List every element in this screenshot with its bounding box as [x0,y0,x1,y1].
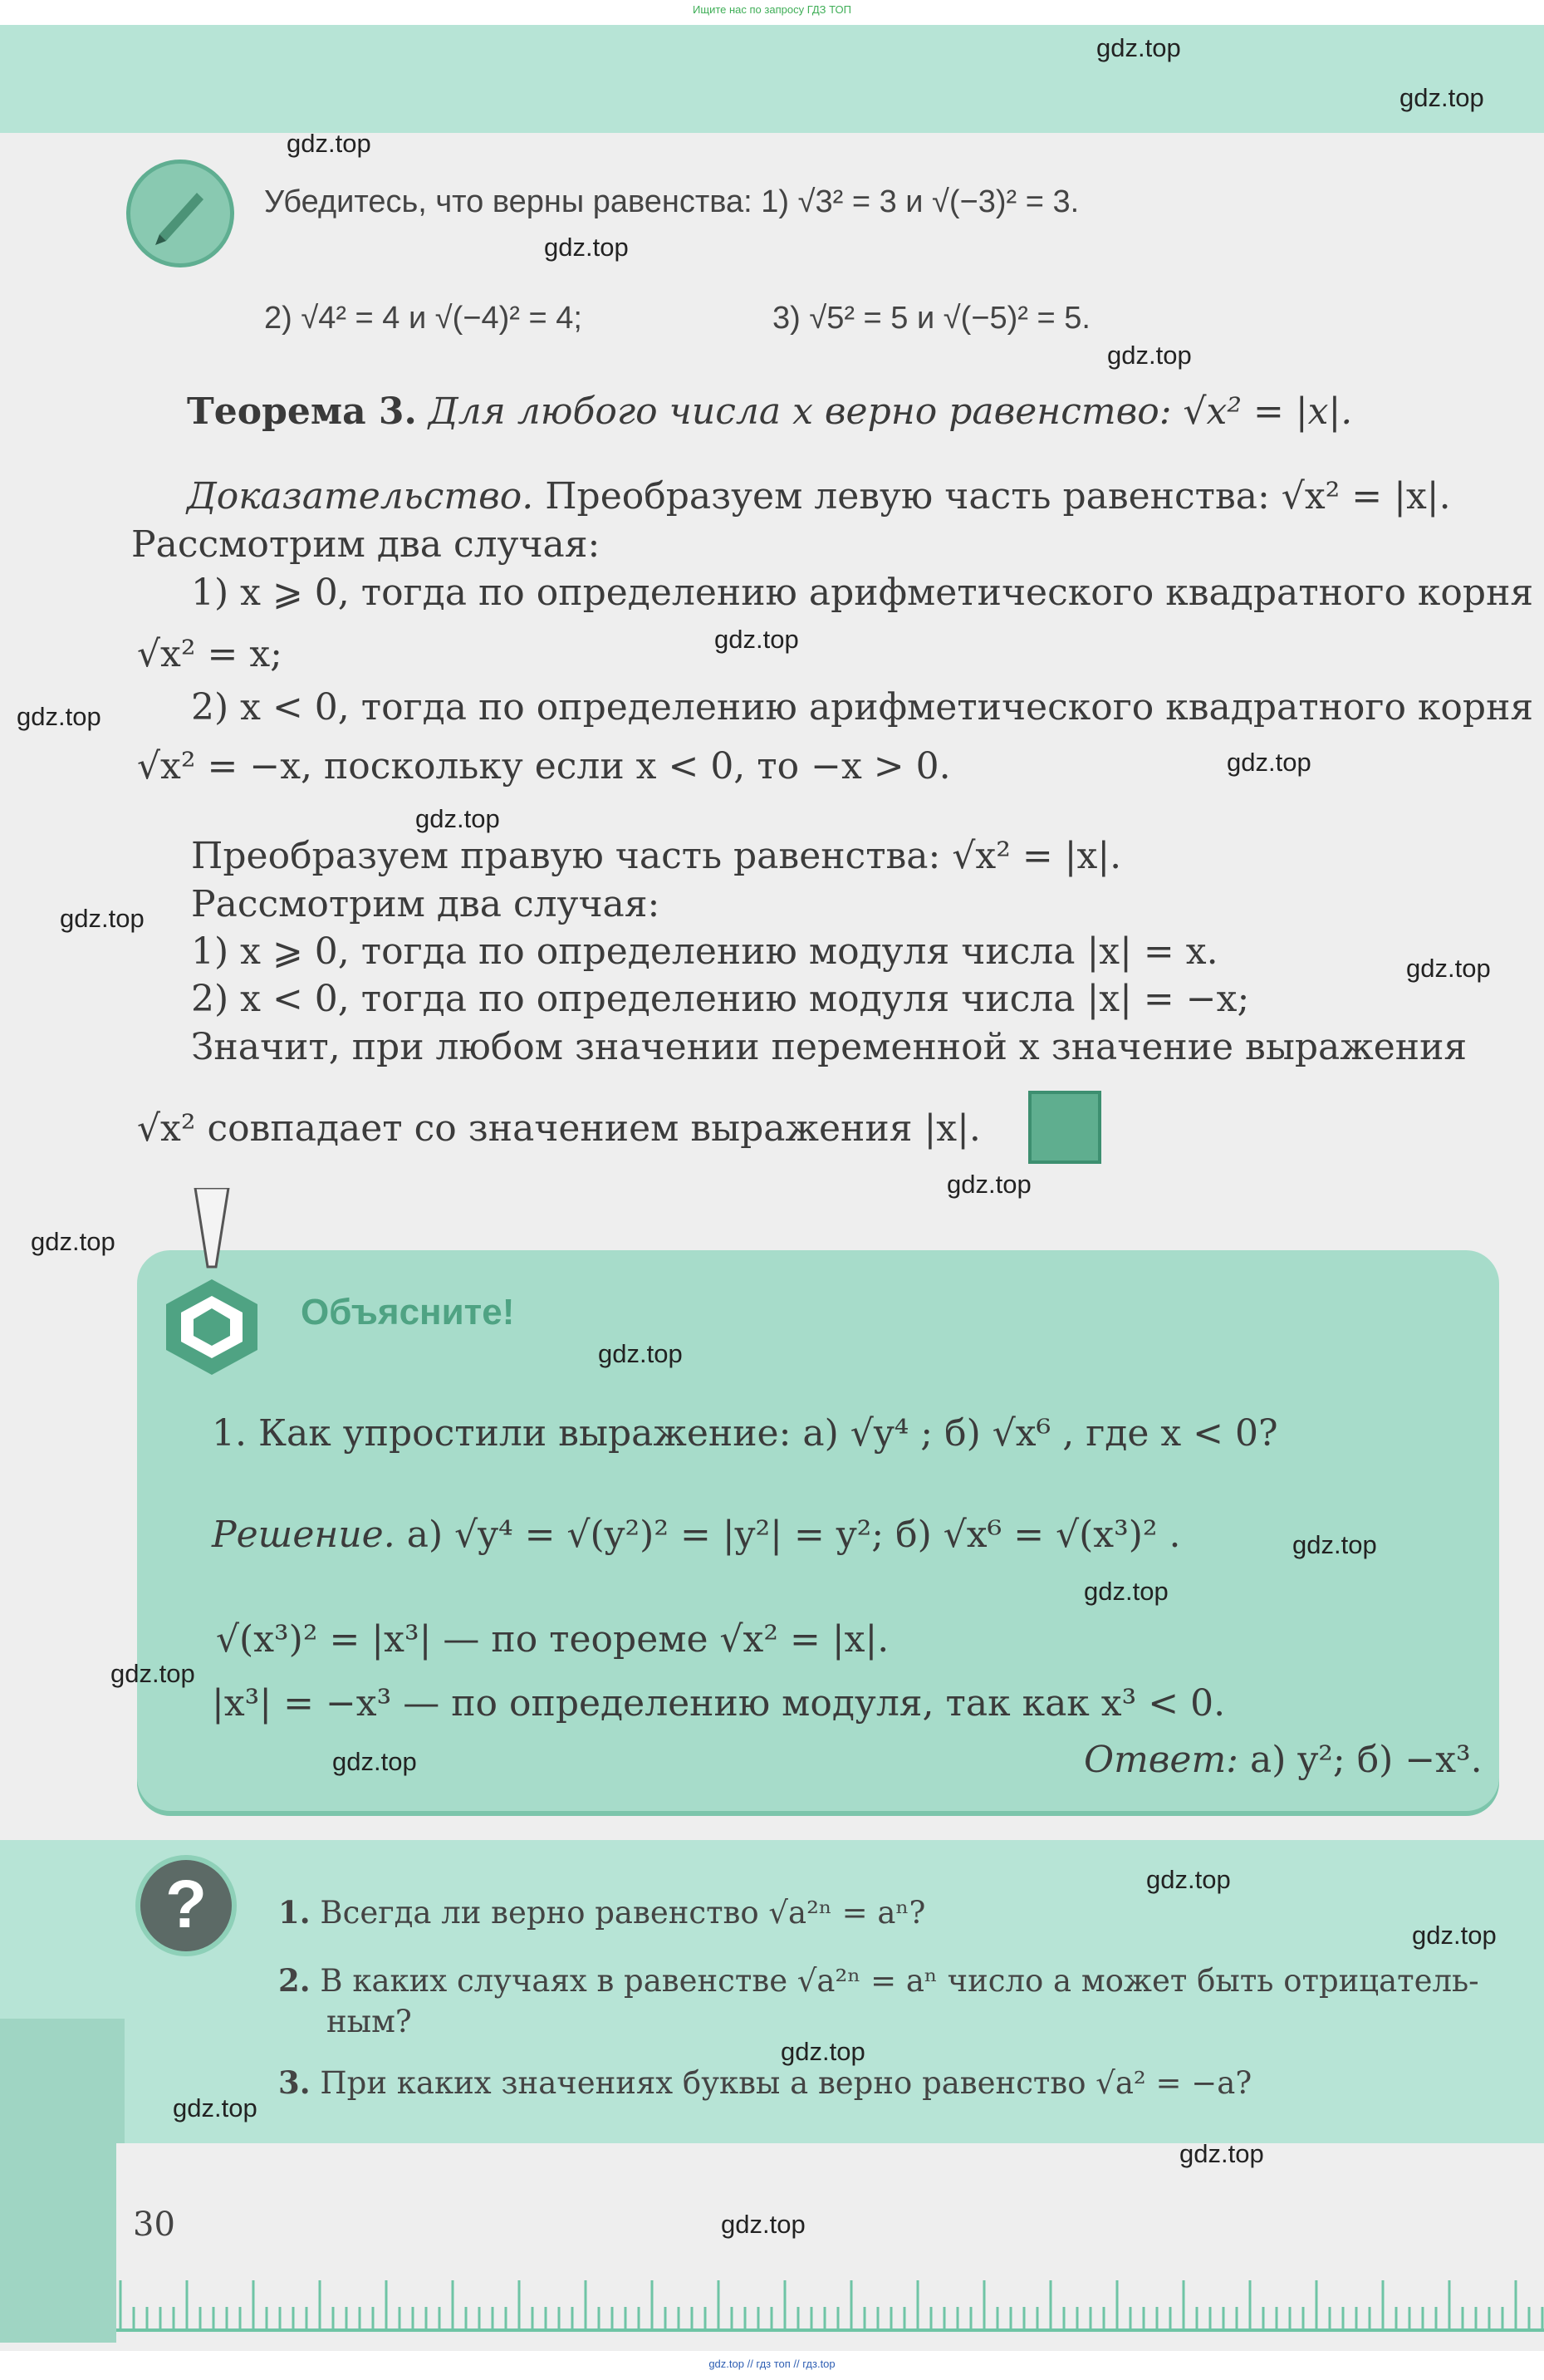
watermark: gdz.top [31,1227,115,1256]
check-line-2: 2) √4² = 4 и √(−4)² = 4; [264,301,582,336]
question-2-cont: ным? [326,2004,412,2039]
proof-line-2: Рассмотрим два случая: [131,523,600,566]
question-1 [278,1894,925,1931]
watermark: gdz.top [1107,341,1192,370]
watermark: gdz.top [947,1170,1032,1199]
proof-line-8: Рассмотрим два случая: [191,883,660,925]
theorem-text: Для любого числа x верно равенство: √x² = |x|. [428,390,1353,433]
watermark: gdz.top [1084,1577,1169,1606]
bottom-note: gdz.top // гдз топ // гдз.top [708,2358,836,2370]
end-of-proof-square [1028,1091,1101,1164]
watermark: gdz.top [1227,748,1311,777]
proof-line-9: 1) x ⩾ 0, тогда по определению модуля числа |x| = x. [191,930,1218,973]
question-3 [278,2064,1252,2101]
watermark: gdz.top [110,1659,195,1688]
exclamation-hex-icon [149,1188,274,1387]
explain-question-1: 1. Как упростили выражение: а) √y⁴ ; б) √x⁶ , где x < 0? [212,1412,1278,1455]
proof-line-4: √x² = x; [137,633,282,675]
proof-line-12: √x² совпадает со значением выражения |x|. [137,1107,981,1150]
proof-line-7: Преобразуем правую часть равенства: √x² = |x|. [191,835,1122,877]
top-note: Ищите нас по запросу ГДЗ ТОП [693,3,851,16]
watermark: gdz.top [781,2037,865,2066]
pen-icon [126,159,234,267]
proof-label: Доказательство. [187,475,534,518]
question-3-text: При каких значениях буквы a верно равенство √a² = −a? [320,2065,1252,2101]
theorem [187,390,1352,433]
check-intro: Убедитесь, что верны равенства: 1) √3² = 3 и √(−3)² = 3. [264,184,1080,219]
corner-decoration [0,2019,125,2343]
question-icon: ? [135,1855,237,1956]
watermark: gdz.top [60,904,145,933]
question-1-text: Всегда ли верно равенство √a²ⁿ = aⁿ? [320,1895,926,1931]
answer-text: а) y²; б) −x³. [1250,1739,1483,1781]
proof-line-3: 1) x ⩾ 0, тогда по определению арифметического квадратного корня [191,572,1534,614]
proof-line-11: Значит, при любом значении переменной x значение выражения [191,1026,1468,1068]
question-3-number: 3. [278,2064,311,2101]
watermark: gdz.top [544,233,629,262]
check-line-3: 3) √5² = 5 и √(−5)² = 5. [772,301,1091,336]
solution-line-1: а) √y⁴ = √(y²)² = |y²| = y²; б) √x⁶ = √(x³)² . [406,1514,1181,1556]
ruler-decoration [116,2260,1544,2351]
watermark: gdz.top [1146,1865,1231,1894]
page-number: 30 [133,2206,175,2244]
explain-solution-3: |x³| = −x³ — по определению модуля, так как x³ < 0. [212,1682,1226,1725]
watermark: gdz.top [17,702,101,731]
explain-title: Объясните! [301,1292,515,1332]
watermark: gdz.top [598,1339,683,1368]
question-1-number: 1. [278,1894,311,1931]
watermark: gdz.top [1406,954,1491,983]
watermark: gdz.top [1292,1530,1377,1559]
question-2-number: 2. [278,1962,311,1999]
watermark: gdz.top [721,2210,806,2239]
proof-line-10: 2) x < 0, тогда по определению модуля числа |x| = −x; [191,978,1250,1020]
explain-answer [1084,1739,1483,1781]
proof-line-5: 2) x < 0, тогда по определению арифметического квадратного корня [191,686,1534,729]
top-band [0,25,1544,133]
explain-solution-2: √(x³)² = |x³| — по теореме √x² = |x|. [216,1618,890,1661]
watermark: gdz.top [1412,1921,1497,1950]
watermark: gdz.top [1179,2139,1264,2168]
answer-label: Ответ: [1084,1739,1238,1781]
question-2 [278,1962,1479,1999]
proof-line-1-text: Преобразуем левую часть равенства: √x² = |x|. [545,475,1451,518]
proof-line-6: √x² = −x, поскольку если x < 0, то −x > 0. [137,745,951,788]
question-2-text: В каких случаях в равенстве √a²ⁿ = aⁿ число a может быть отрицатель- [320,1963,1479,1999]
watermark: gdz.top [332,1747,417,1776]
watermark: gdz.top [173,2093,257,2122]
watermark: gdz.top [1096,33,1181,62]
watermark: gdz.top [714,625,799,654]
watermark: gdz.top [1399,83,1484,112]
proof-line-1 [187,475,1451,518]
explain-solution-1 [212,1514,1181,1556]
theorem-label: Теорема 3. [187,390,417,433]
watermark: gdz.top [415,804,500,833]
solution-label: Решение. [212,1514,395,1556]
watermark: gdz.top [287,129,371,158]
